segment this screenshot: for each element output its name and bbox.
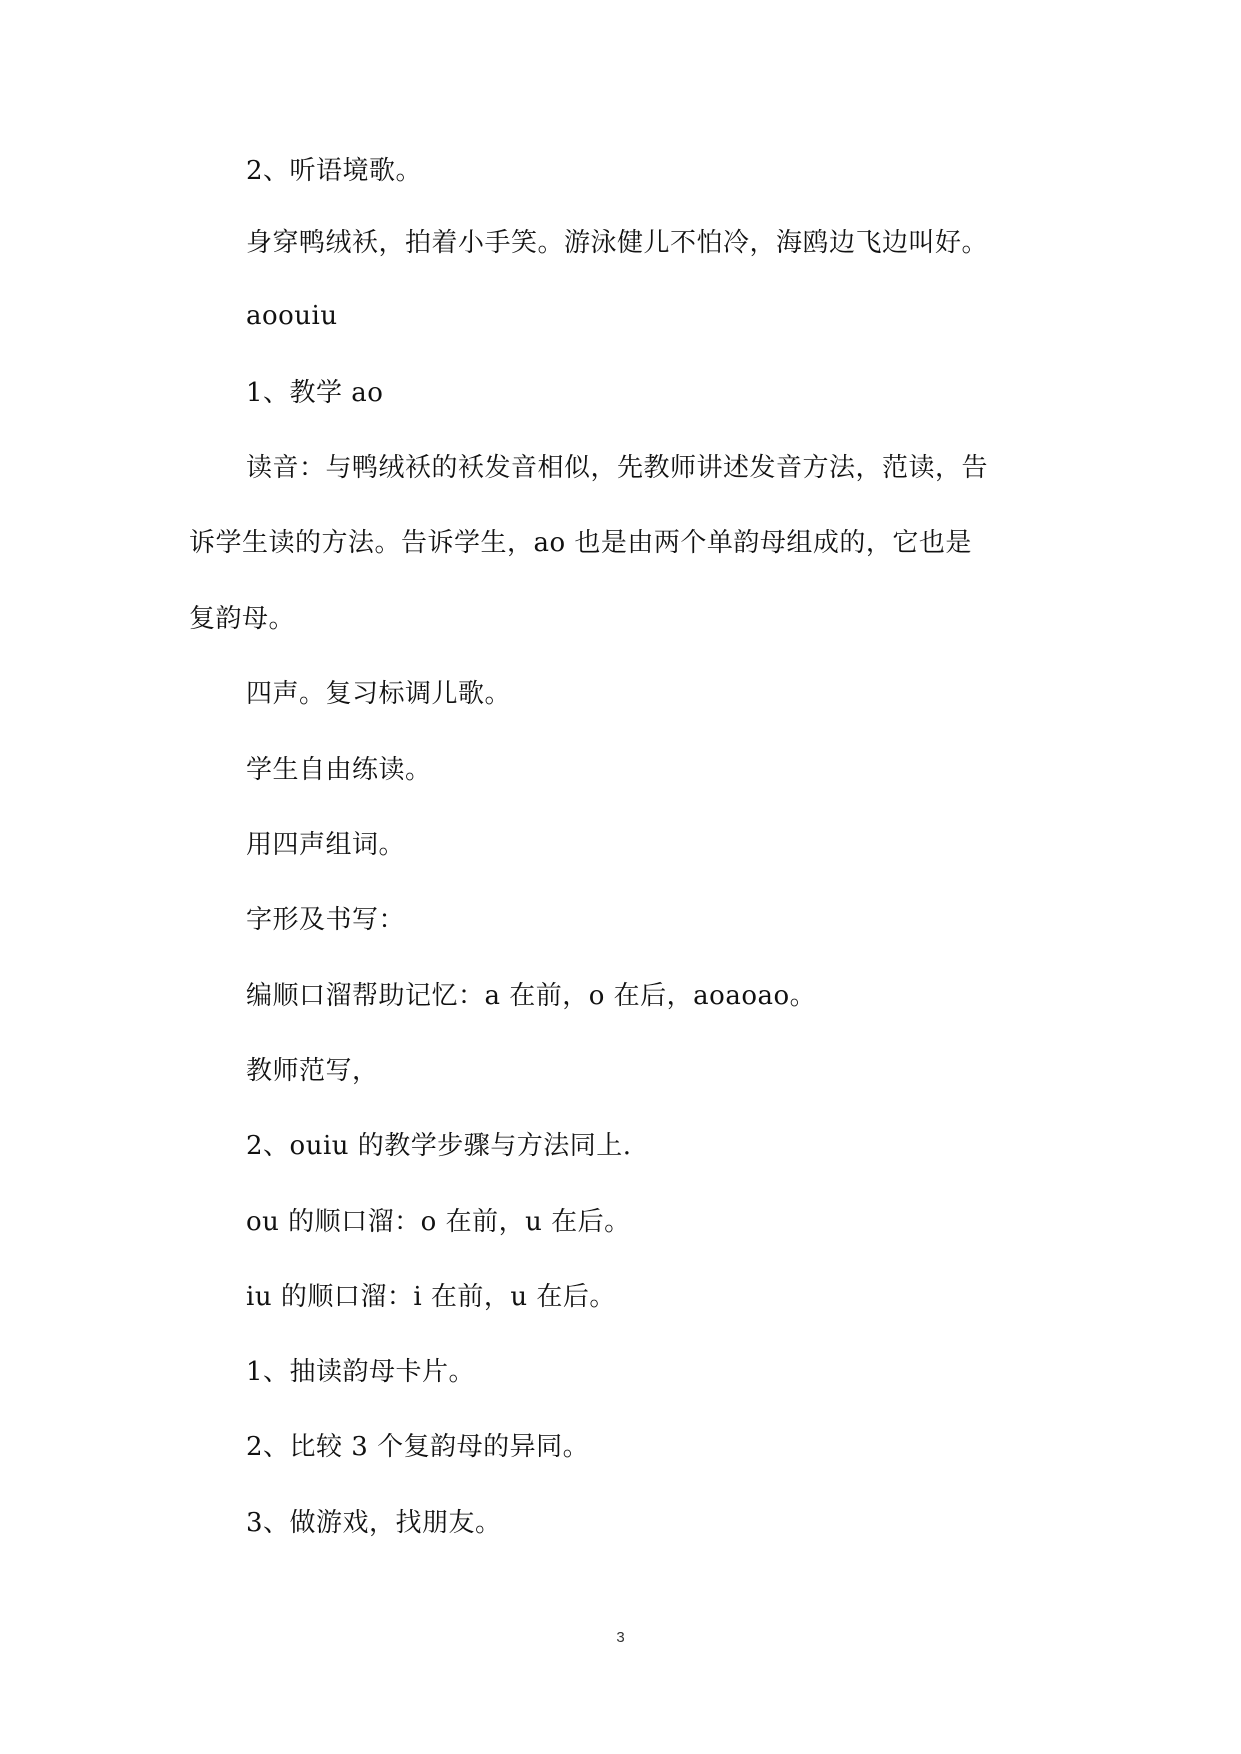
text-line: 1、抽读韵母卡片。 [246,1357,476,1387]
text-line: 复韵母。 [189,604,296,634]
text-line: 学生自由练读。 [246,755,432,785]
page-number: 3 [616,1629,625,1646]
text-line: iu 的顺口溜：i 在前，u 在后。 [246,1282,616,1312]
text-line: 读音：与鸭绒袄的袄发音相似，先教师讲述发音方法，范读，告 [246,453,989,483]
text-line: 2、听语境歌。 [246,156,423,186]
text-line: ou 的顺口溜：o 在前，u 在后。 [246,1207,631,1237]
text-line: 3、做游戏，找朋友。 [246,1508,502,1538]
text-line: 诉学生读的方法。告诉学生，ao 也是由两个单韵母组成的，它也是 [189,528,972,558]
text-line: 2、比较 3 个复韵母的异同。 [246,1432,590,1462]
text-line: 四声。复习标调儿歌。 [246,679,512,709]
text-line: 用四声组词。 [246,830,406,860]
text-line: 字形及书写： [246,905,406,935]
text-line: aoouiu [246,301,338,331]
text-line: 教师范写， [246,1056,379,1086]
text-line: 身穿鸭绒袄，拍着小手笑。游泳健儿不怕冷，海鸥边飞边叫好。 [246,228,989,258]
text-line: 2、ouiu 的教学步骤与方法同上. [246,1131,632,1161]
text-line: 编顺口溜帮助记忆：a 在前，o 在后，aoaoao。 [246,981,817,1011]
text-line: 1、教学 ao [246,378,384,408]
